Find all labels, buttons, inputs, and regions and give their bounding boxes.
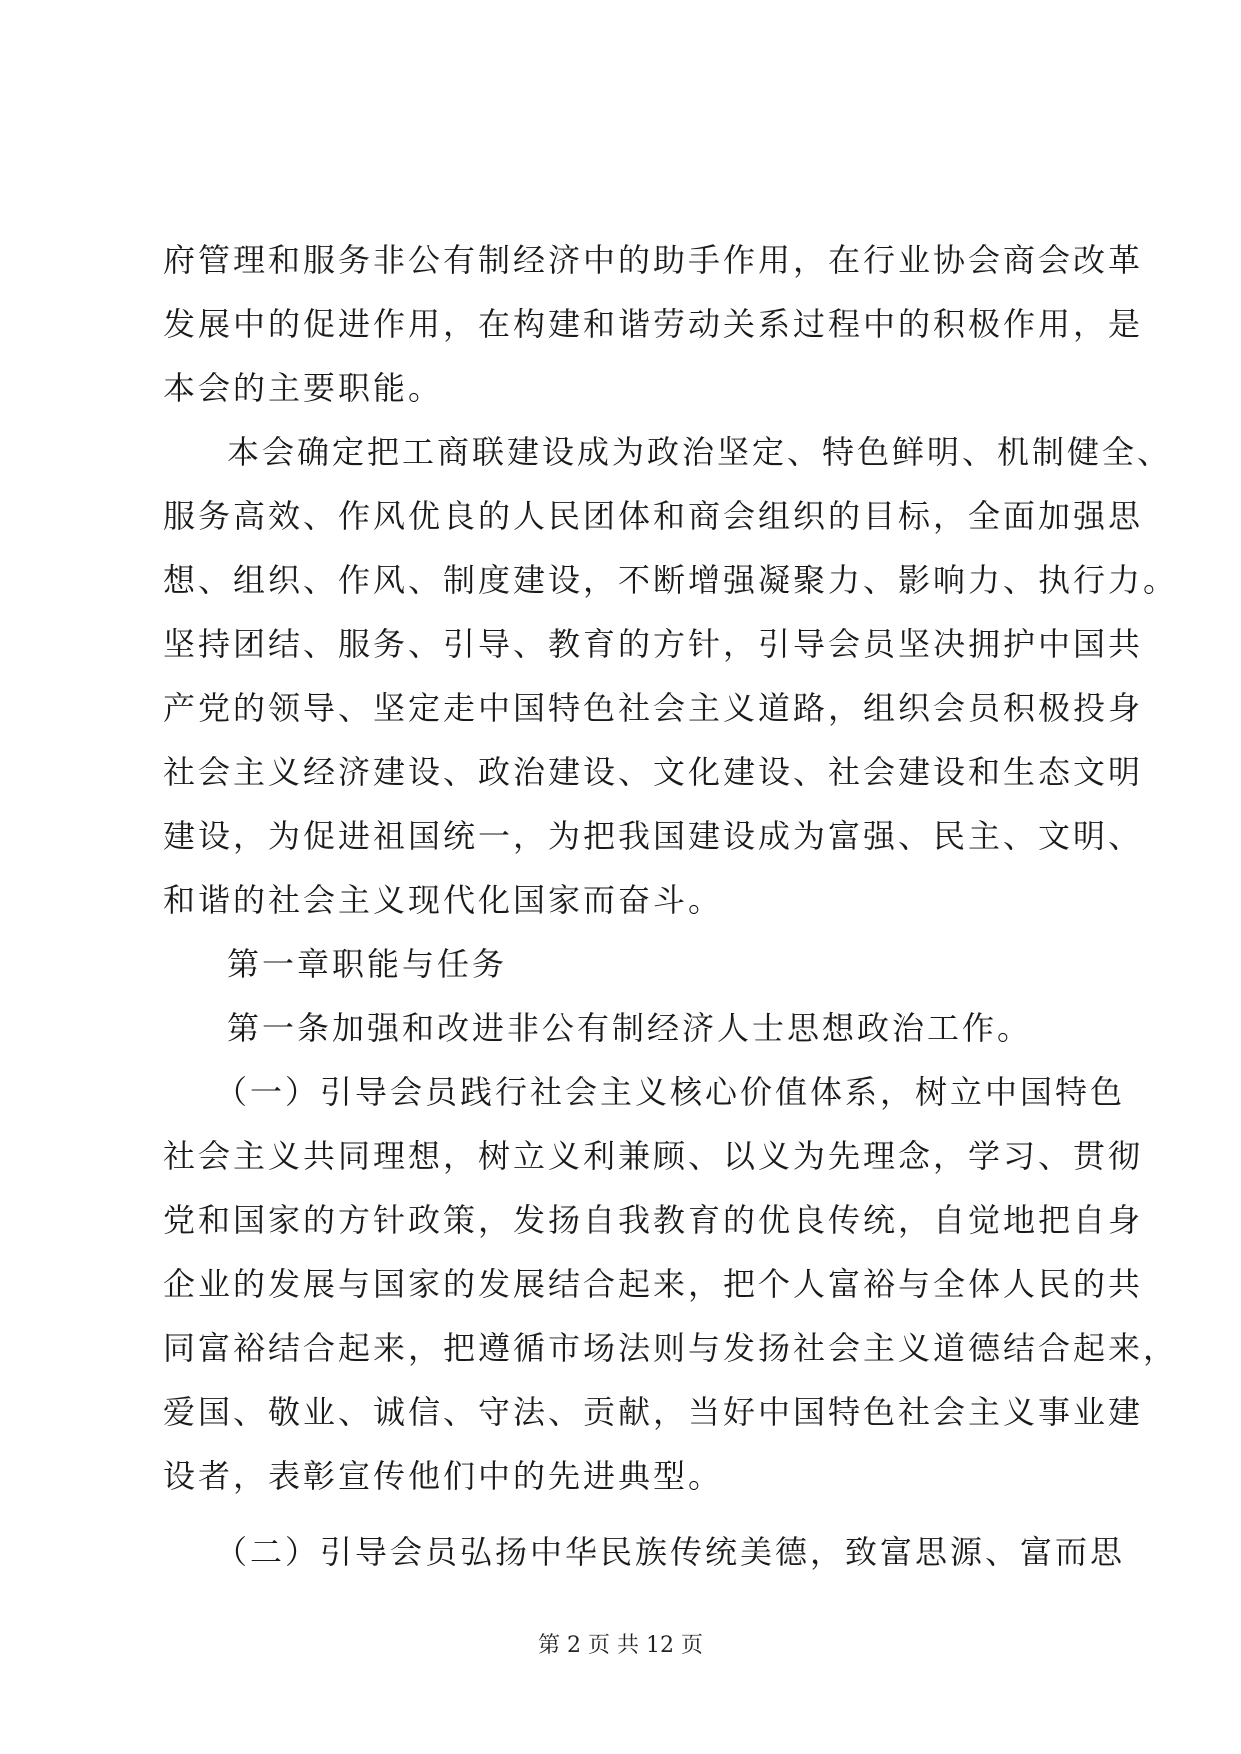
text-line: 同富裕结合起来，把遵循市场法则与发扬社会主义道德结合起来， xyxy=(163,1329,1179,1367)
text-line: 府管理和服务非公有制经济中的助手作用，在行业协会商会改革 xyxy=(163,241,1144,279)
text-line: 坚持团结、服务、引导、教育的方针，引导会员坚决拥护中国共 xyxy=(163,625,1144,663)
text-line: 和谐的社会主义现代化国家而奋斗。 xyxy=(163,881,724,919)
text-line: 想、组织、作风、制度建设，不断增强凝聚力、影响力、执行力。 xyxy=(163,561,1179,599)
text-line: 社会主义经济建设、政治建设、文化建设、社会建设和生态文明 xyxy=(163,753,1144,791)
text-line: 党和国家的方针政策，发扬自我教育的优良传统，自觉地把自身 xyxy=(163,1201,1144,1239)
paragraph-start-line: （二）引导会员弘扬中华民族传统美德，致富思源、富而思 xyxy=(215,1533,1126,1571)
text-line: 爱国、敬业、诚信、守法、贡献，当好中国特色社会主义事业建 xyxy=(163,1393,1144,1431)
text-line: 服务高效、作风优良的人民团体和商会组织的目标，全面加强思 xyxy=(163,497,1144,535)
document-body xyxy=(163,228,1179,1584)
text-line: 建设，为促进祖国统一，为把我国建设成为富强、民主、文明、 xyxy=(163,817,1144,855)
text-line: 产党的领导、坚定走中国特色社会主义道路，组织会员积极投身 xyxy=(163,689,1144,727)
text-line: 本会的主要职能。 xyxy=(163,369,444,407)
chapter-heading: 第一章职能与任务 xyxy=(227,945,508,983)
text-line: 社会主义共同理想，树立义利兼顾、以义为先理念，学习、贯彻 xyxy=(163,1137,1144,1175)
text-line: 企业的发展与国家的发展结合起来，把个人富裕与全体人民的共 xyxy=(163,1265,1144,1303)
page-number: 第 2 页 共 12 页 xyxy=(538,1633,703,1658)
article-heading: 第一条加强和改进非公有制经济人士思想政治工作。 xyxy=(227,1009,1033,1047)
paragraph-start-line: （一）引导会员践行社会主义核心价值体系，树立中国特色 xyxy=(215,1073,1126,1111)
paragraph-start-line: 本会确定把工商联建设成为政治坚定、特色鲜明、机制健全、 xyxy=(227,433,1173,471)
text-line: 设者，表彰宣传他们中的先进典型。 xyxy=(163,1457,724,1495)
text-line: 发展中的促进作用，在构建和谐劳动关系过程中的积极作用，是 xyxy=(163,305,1144,343)
